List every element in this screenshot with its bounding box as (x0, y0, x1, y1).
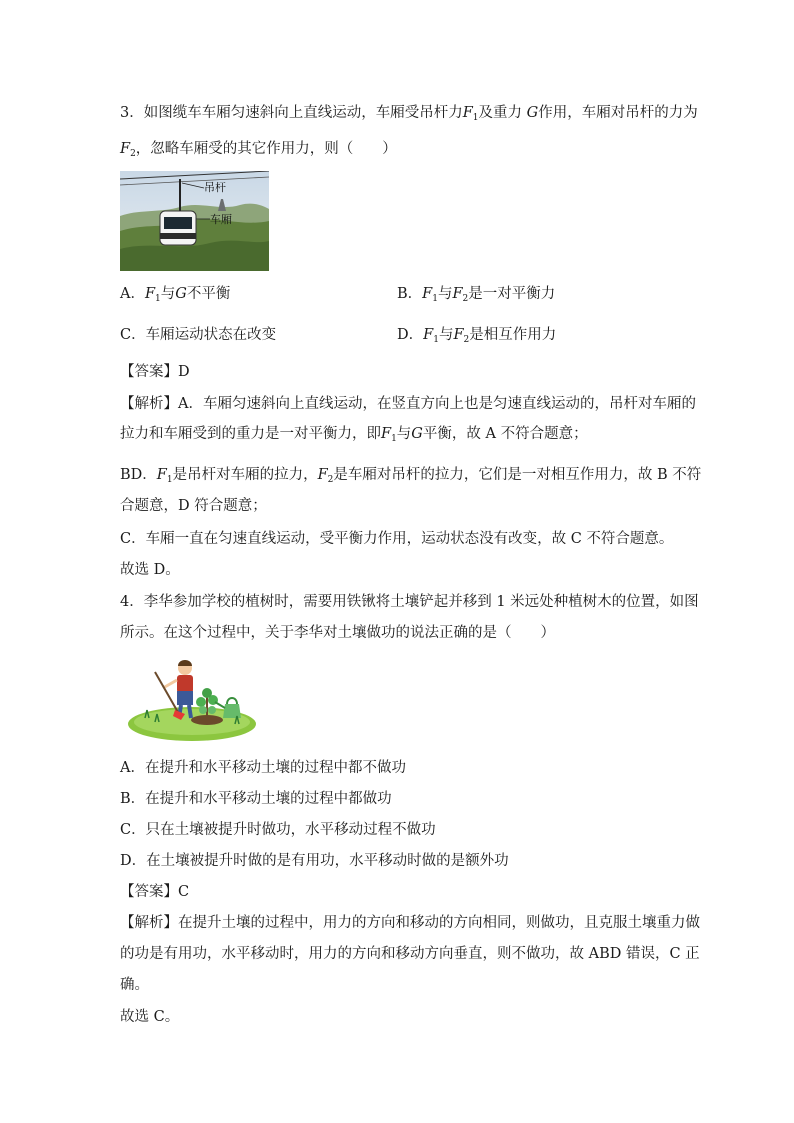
q4-analysis-line3: 确。 (120, 977, 149, 993)
q3-option-a: A．$F_1$与G不平衡 (120, 286, 231, 304)
q3-analysis-line6: 故选 D。 (120, 562, 180, 578)
q4-analysis-line1: 【解析】在提升土壤的过程中，用力的方向和移动的方向相同，则做功，且克服土壤重力做 (120, 915, 700, 931)
q4-option-c: C．只在土壤被提升时做功，水平移动过程不做功 (120, 822, 436, 838)
q4-option-d: D．在土壤被提升时做的是有用功，水平移动时做的是额外功 (120, 853, 509, 869)
q4-stem-line2: 所示。在这个过程中，关于李华对土壤做功的说法正确的是（ ） (120, 625, 555, 641)
q3-analysis-line4: 合题意，D 符合题意； (120, 498, 267, 514)
q3-option-b: B．$F_1$与$F_2$是一对平衡力 (397, 286, 556, 304)
q3-analysis-line3: BD．$F_1$是吊杆对车厢的拉力，$F_2$是车厢对吊杆的拉力，它们是一对相互作用力，故 B 不符 (120, 467, 702, 485)
tree-planting-figure (127, 658, 257, 742)
q4-analysis-line2: 的功是有用功，水平移动时，用力的方向和移动方向垂直，则不做功，故 ABD 错误，C 正 (120, 946, 700, 962)
q3-stem-line1: 3．如图缆车车厢匀速斜向上直线运动，车厢受吊杆力$F_1$及重力 G作用，车厢对吊杆的力为 (120, 105, 698, 123)
q4-option-a: A．在提升和水平移动土壤的过程中都不做功 (120, 760, 406, 776)
q4-answer: 【答案】C (120, 884, 190, 900)
q4-option-b: B．在提升和水平移动土壤的过程中都做功 (120, 791, 392, 807)
q4-analysis-line4: 故选 C。 (120, 1009, 180, 1025)
q3-analysis-line1: 【解析】A．车厢匀速斜向上直线运动，在竖直方向上也是匀速直线运动的，吊杆对车厢的 (120, 396, 696, 412)
cabin-label: 车厢 (210, 213, 232, 226)
cable-car-figure (120, 171, 269, 271)
q3-option-d: D．$F_1$与$F_2$是相互作用力 (397, 327, 557, 345)
q3-analysis-line5: C．车厢一直在匀速直线运动，受平衡力作用，运动状态没有改变，故 C 不符合题意。 (120, 531, 674, 547)
rod-label: 吊杆 (204, 181, 226, 194)
q3-answer: 【答案】D (120, 364, 190, 380)
q4-stem-line1: 4．李华参加学校的植树时，需要用铁锹将土壤铲起并移到 1 米远处种植树木的位置，如图 (120, 594, 699, 610)
q3-stem-line2: $F_2$，忽略车厢受的其它作用力，则（ ） (120, 141, 397, 159)
q3-analysis-line2: 拉力和车厢受到的重力是一对平衡力，即$F_1$与G平衡，故 A 不符合题意； (120, 426, 588, 444)
q3-option-c: C．车厢运动状态在改变 (120, 327, 277, 343)
